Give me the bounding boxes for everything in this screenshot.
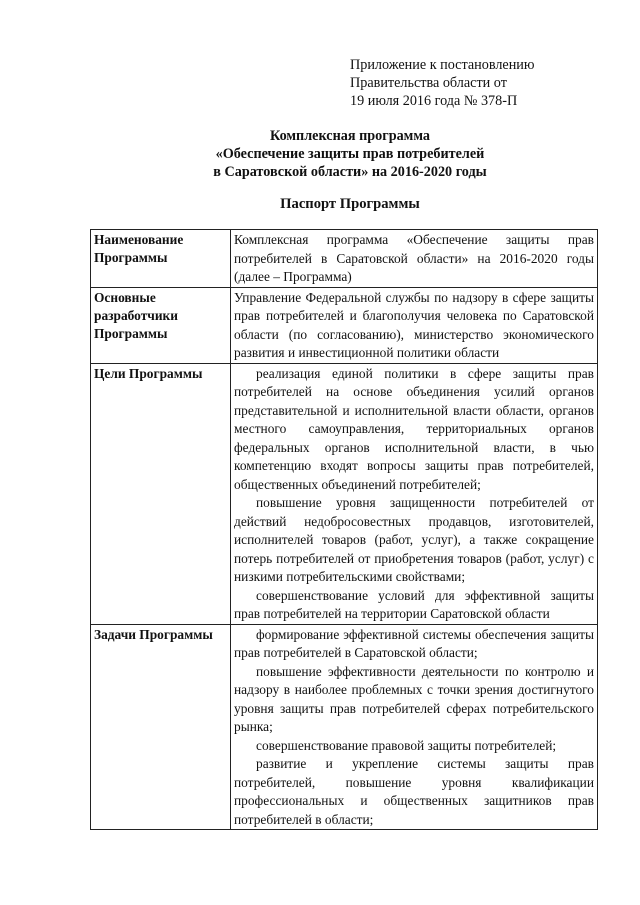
label-line: Программы <box>94 250 168 265</box>
table-row <box>91 363 598 624</box>
label-line: Наименование <box>94 232 184 247</box>
row-content <box>231 363 598 624</box>
appendix-line-2: Правительства области от <box>350 75 507 91</box>
title-line-1: Комплексная программа <box>269 128 431 144</box>
content-paragraph: совершенствование правовой защиты потребителей; <box>256 737 557 753</box>
appendix-line-3: 19 июля 2016 года № 378-П <box>350 93 518 109</box>
passport-table <box>90 229 598 830</box>
row-content <box>231 624 598 830</box>
label-line: Задачи Программы <box>94 626 213 642</box>
content-paragraph: совершенствование условий для эффективной защиты прав потребителей на территории Саратовской области <box>234 587 594 621</box>
content-paragraph: формирование эффективной системы обеспечения защиты прав потребителей в Саратовской области; <box>234 626 594 660</box>
label-line: Цели Программы <box>94 365 203 381</box>
passport-heading: Паспорт Программы <box>280 196 420 212</box>
content-paragraph: Управление Федеральной службы по надзору в сфере защиты прав потребителей и благополучия человека по Саратовской области (по согласованию), министерство экономического развития и инвестиционной политики области <box>234 289 594 360</box>
table-row <box>91 230 598 288</box>
label-line: Основные <box>94 289 156 305</box>
row-label <box>91 624 231 830</box>
row-label <box>91 230 231 288</box>
row-content <box>231 287 598 363</box>
row-label <box>91 363 231 624</box>
appendix-note <box>350 56 610 110</box>
content-paragraph: развитие и укрепление системы защиты прав потребителей, повышение уровня квалификации профессиональных и общественных защитников прав потребителей в области; <box>234 756 594 827</box>
row-content <box>231 230 598 288</box>
content-paragraph: реализация единой политики в сфере защиты прав потребителей на основе объединения усилий органов представительной и исполнительной власти области, органов местного самоуправления, территориальных органов федеральных органов исполнительной власти, в чью компетенцию входят вопросы защиты прав потребителей, общественных объединений потребителей; <box>234 365 594 492</box>
content-paragraph: Комплексная программа «Обеспечение защиты прав потребителей в Саратовской области» на 2016-2020 годы (далее – Программа) <box>234 232 594 284</box>
content-paragraph: повышение эффективности деятельности по контролю и надзору в наиболее проблемных с точки зрения достигнутого уровня защиты прав потребителей сферах потребительского рынка; <box>234 663 594 734</box>
program-title <box>120 127 580 181</box>
table-row <box>91 287 598 363</box>
title-line-2: «Обеспечение защиты прав потребителей <box>215 146 485 162</box>
appendix-line-1: Приложение к постановлению <box>350 57 535 73</box>
title-line-3: в Саратовской области» на 2016-2020 годы <box>213 164 487 180</box>
label-line: Программы <box>94 325 168 341</box>
content-paragraph: повышение уровня защищенности потребителей от действий недобросовестных продавцов, изготовителей, исполнителей товаров (работ, услуг), а также сокращение потерь потребителей от приобретения товаров (работ, услуг) с низкими потребительскими свойствами; <box>234 495 594 584</box>
row-label <box>91 287 231 363</box>
table-row <box>91 624 598 830</box>
label-line: разработчики <box>94 307 178 323</box>
